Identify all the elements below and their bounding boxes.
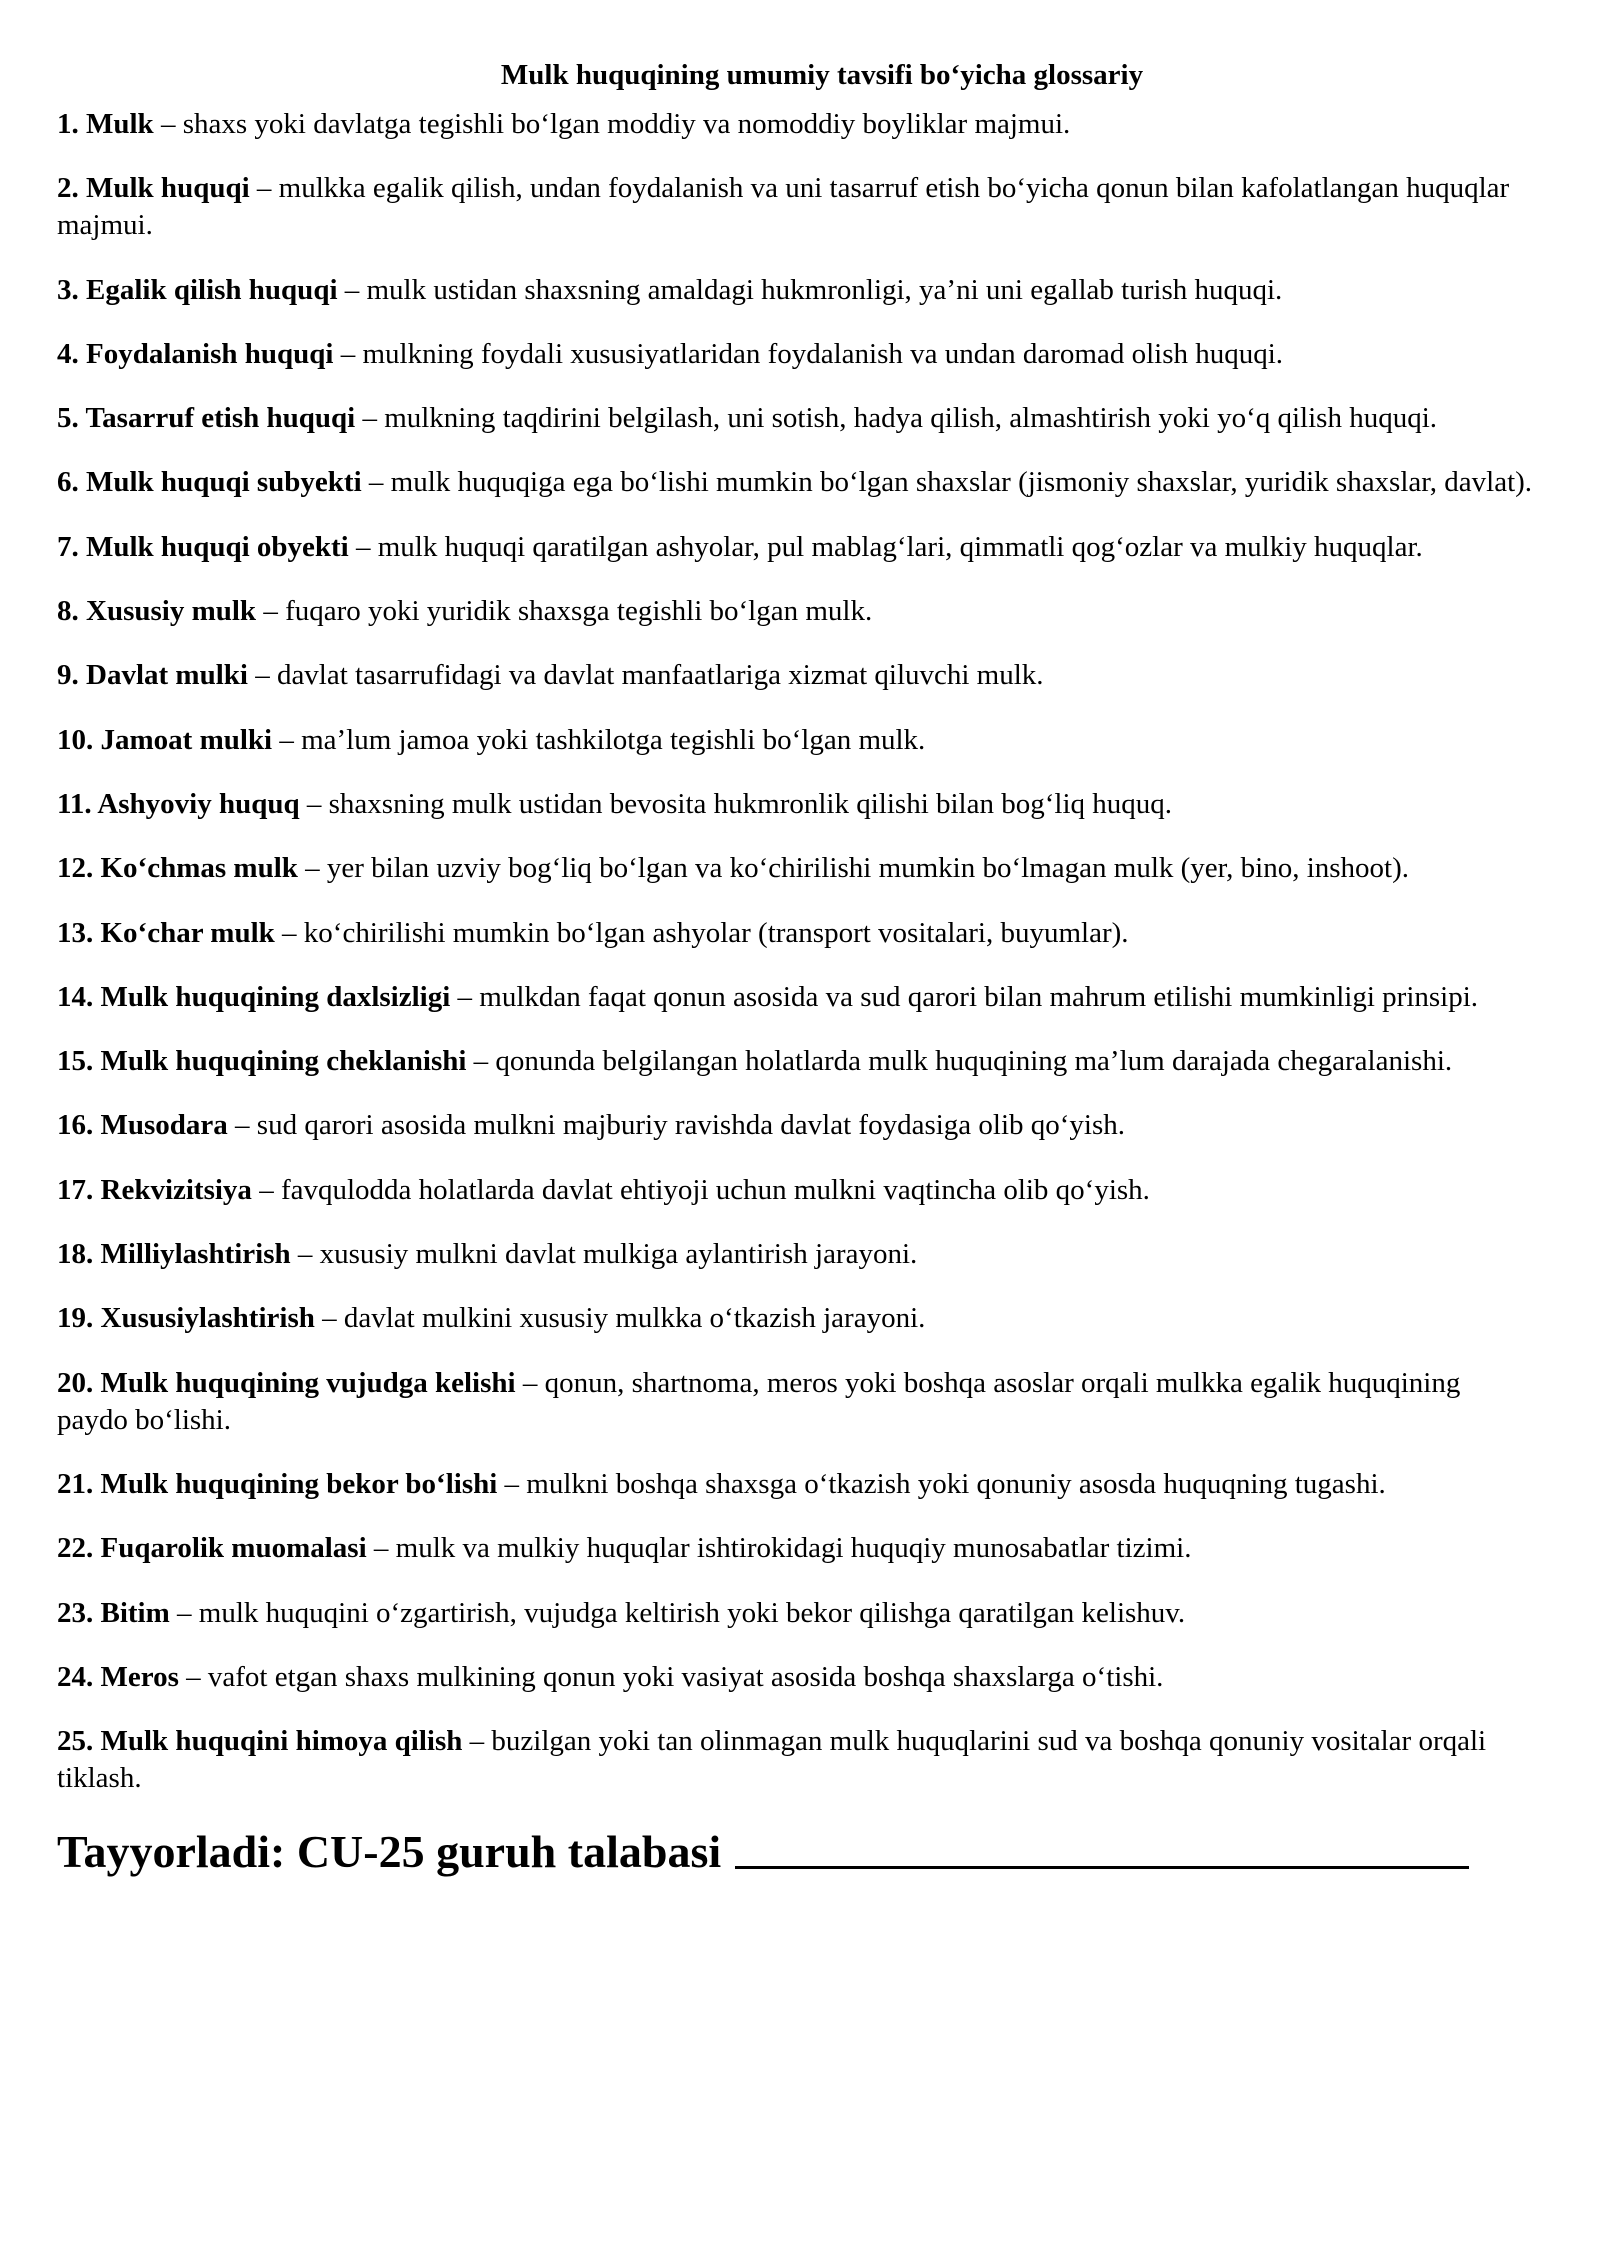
entry-term: [57, 981, 450, 1013]
entry-number: 3.: [57, 273, 79, 306]
entry-definition: davlat tasarrufidagi va davlat manfaatlariga xizmat qiluvchi mulk.: [276, 659, 1044, 692]
entry-definition: mulkdan faqat qonun asosida va sud qarori bilan mahrum etilishi mumkinligi prinsipi.: [479, 980, 1479, 1013]
glossary-entry: [57, 529, 1547, 566]
entry-number: 18.: [57, 1238, 94, 1271]
entry-term: [57, 108, 154, 140]
glossary-entry: [57, 1043, 1547, 1080]
glossary-entry: [57, 1659, 1547, 1696]
entry-term-text: Xususiy mulk: [86, 595, 257, 628]
glossary-entry: [57, 1365, 1547, 1439]
entry-term-text: Fuqarolik muomalasi: [100, 1532, 367, 1565]
entry-dash: –: [469, 1725, 485, 1758]
entry-dash: –: [177, 1596, 192, 1629]
glossary-list: [57, 106, 1547, 1797]
entry-term: [57, 172, 250, 204]
glossary-entry: [57, 336, 1547, 373]
entry-term-text: Ashyoviy huquq: [97, 787, 300, 820]
entry-dash: –: [522, 1366, 538, 1399]
entry-definition: mulkka egalik qilish, undan foydalanish va uni tasarruf etish bo‘yicha qonun bilan kafolatlangan huquqlar majmui.: [57, 172, 1510, 242]
entry-definition: davlat mulkini xususiy mulkka o‘tkazish jarayoni.: [343, 1302, 926, 1335]
entry-term: [57, 1597, 170, 1629]
entry-number: 6.: [57, 466, 79, 499]
entry-term-text: Musodara: [100, 1109, 228, 1142]
entry-term: [57, 1045, 466, 1077]
entry-number: 7.: [57, 530, 79, 563]
entry-definition: mulkning foydali xususiyatlaridan foydalanish va undan daromad olish huquqi.: [362, 337, 1284, 370]
glossary-entry: [57, 400, 1547, 437]
entry-term: [57, 788, 300, 820]
entry-definition: qonun, shartnoma, meros yoki boshqa asoslar orqali mulkka egalik huquqining paydo bo‘lishi.: [57, 1366, 1461, 1436]
entry-term-text: Egalik qilish huquqi: [86, 273, 338, 306]
entry-term: [57, 1532, 367, 1564]
glossary-entry: [57, 1236, 1547, 1273]
glossary-entry: [57, 593, 1547, 630]
entry-number: 5.: [57, 402, 79, 435]
entry-term: [57, 1238, 291, 1270]
document-title: Mulk huquqining umumiy tavsifi bo‘yicha glossariy: [500, 59, 1144, 91]
entry-dash: –: [504, 1467, 520, 1500]
entry-dash: –: [373, 1532, 389, 1565]
entry-term-text: Mulk huquqining bekor bo‘lishi: [100, 1467, 498, 1500]
entry-definition: buzilgan yoki tan olinmagan mulk huquqlarini sud va boshqa qonuniy vositalar orqali tiklash.: [57, 1725, 1487, 1795]
entry-definition: yer bilan uzviy bog‘liq bo‘lgan va ko‘chirilishi mumkin bo‘lmagan mulk (yer, bino, inshoot).: [326, 852, 1410, 885]
entry-term-text: Mulk huquqi: [86, 172, 250, 205]
entry-dash: –: [282, 916, 297, 949]
entry-definition: ma’lum jamoa yoki tashkilotga tegishli bo‘lgan mulk.: [301, 723, 926, 756]
entry-term-text: Mulk huquqini himoya qilish: [100, 1725, 463, 1758]
entry-number: 8.: [57, 595, 79, 628]
entry-dash: –: [259, 1173, 274, 1206]
entry-definition: fuqaro yoki yuridik shaxsga tegishli bo‘lgan mulk.: [285, 595, 873, 628]
entry-term: [57, 1725, 462, 1757]
entry-term-text: Mulk huquqining cheklanishi: [100, 1045, 467, 1078]
entry-dash: –: [235, 1109, 250, 1142]
entry-term: [57, 659, 248, 691]
entry-term: [57, 1109, 228, 1141]
glossary-entry: [57, 170, 1547, 244]
entry-term: [57, 531, 349, 563]
entry-term: [57, 917, 275, 949]
entry-definition: shaxsning mulk ustidan bevosita hukmronlik qilishi bilan bog‘liq huquq.: [328, 787, 1173, 820]
entry-term: [57, 1468, 497, 1500]
entry-definition: xususiy mulkni davlat mulkiga aylantirish jarayoni.: [319, 1238, 918, 1271]
entry-term-text: Jamoat mulki: [100, 723, 273, 756]
glossary-entry: [57, 1595, 1547, 1632]
entry-number: 2.: [57, 172, 79, 205]
entry-dash: –: [355, 530, 371, 563]
entry-term: [57, 1661, 179, 1693]
glossary-entry: [57, 722, 1547, 759]
entry-definition: mulk va mulkiy huquqlar ishtirokidagi huquqiy munosabatlar tizimi.: [395, 1532, 1192, 1565]
entry-term-text: Bitim: [100, 1596, 170, 1629]
entry-term: [57, 402, 355, 434]
entry-dash: –: [255, 659, 270, 692]
entry-definition: mulkning taqdirini belgilash, uni sotish, hadya qilish, almashtirish yoki yo‘q qilish huquqi.: [384, 402, 1437, 435]
entry-dash: –: [457, 980, 473, 1013]
entry-dash: –: [160, 108, 176, 140]
entry-term: [57, 338, 333, 370]
glossary-entry: [57, 979, 1547, 1016]
entry-number: 14.: [57, 980, 94, 1013]
entry-definition: mulk huquqiga ega bo‘lishi mumkin bo‘lgan shaxslar (jismoniy shaxslar, yuridik shaxslar, davlat).: [390, 466, 1533, 499]
glossary-entry: [57, 915, 1547, 952]
entry-number: 23.: [57, 1596, 94, 1629]
entry-term: [57, 1367, 516, 1399]
entry-term: [57, 1174, 252, 1206]
glossary-entry: [57, 464, 1547, 501]
entry-dash: –: [305, 852, 320, 885]
entry-dash: –: [263, 595, 278, 628]
entry-dash: –: [306, 787, 322, 820]
signature-blank: [735, 1826, 1469, 1869]
entry-definition: mulk ustidan shaxsning amaldagi hukmronligi, ya’ni uni egallab turish huquqi.: [366, 273, 1283, 306]
glossary-entry: [57, 1107, 1547, 1144]
signature-label: Tayyorladi: CU-25 guruh talabasi: [57, 1826, 722, 1878]
entry-term-text: Mulk: [86, 108, 154, 140]
glossary-entry: [57, 1172, 1547, 1209]
entry-term-text: Rekvizitsiya: [100, 1173, 252, 1206]
glossary-entry: [57, 657, 1547, 694]
entry-term-text: Mulk huquqi obyekti: [86, 530, 349, 563]
entry-number: 11.: [57, 787, 92, 820]
entry-definition: ko‘chirilishi mumkin bo‘lgan ashyolar (transport vositalari, buyumlar).: [303, 916, 1129, 949]
entry-definition: mulk huquqini o‘zgartirish, vujudga keltirish yoki bekor qilishga qaratilgan kelishuv.: [198, 1596, 1186, 1629]
entry-term-text: Davlat mulki: [86, 659, 248, 692]
glossary-entry: [57, 1530, 1547, 1567]
entry-number: 13.: [57, 916, 94, 949]
entry-dash: –: [297, 1238, 313, 1271]
entry-definition: sud qarori asosida mulkni majburiy ravishda davlat foydasiga olib qo‘yish.: [256, 1109, 1126, 1142]
entry-term: [57, 852, 298, 884]
entry-definition: vafot etgan shaxs mulkining qonun yoki vasiyat asosida boshqa shaxslarga o‘tishi.: [207, 1660, 1164, 1693]
entry-definition: shaxs yoki davlatga tegishli bo‘lgan moddiy va nomoddiy boyliklar majmui.: [182, 108, 1071, 140]
entry-number: 15.: [57, 1045, 94, 1078]
entry-number: 1.: [57, 108, 79, 140]
entry-number: 20.: [57, 1366, 94, 1399]
entry-number: 16.: [57, 1109, 94, 1142]
entry-term: [57, 1302, 315, 1334]
entry-dash: –: [362, 402, 377, 435]
entry-number: 22.: [57, 1532, 94, 1565]
glossary-entry: [57, 786, 1547, 823]
entry-definition: qonunda belgilangan holatlarda mulk huquqining ma’lum darajada chegaralanishi.: [495, 1045, 1453, 1078]
signature-line: [57, 1824, 1547, 1879]
entry-term: [57, 595, 256, 627]
entry-number: 17.: [57, 1173, 94, 1206]
entry-term-text: Mulk huquqining vujudga kelishi: [100, 1366, 516, 1399]
entry-definition: mulkni boshqa shaxsga o‘tkazish yoki qonuniy asosda huquqning tugashi.: [526, 1467, 1386, 1500]
entry-term: [57, 724, 272, 756]
entry-term-text: Tasarruf etish huquqi: [85, 402, 356, 435]
glossary-entry: [57, 272, 1547, 309]
document-page: [57, 56, 1547, 1879]
entry-definition: favqulodda holatlarda davlat ehtiyoji uchun mulkni vaqtincha olib qo‘yish.: [280, 1173, 1150, 1206]
entry-dash: –: [368, 466, 384, 499]
entry-term-text: Ko‘chmas mulk: [100, 852, 298, 885]
entry-term-text: Mulk huquqining daxlsizligi: [100, 980, 451, 1013]
entry-term-text: Ko‘char mulk: [100, 916, 275, 949]
entry-definition: mulk huquqi qaratilgan ashyolar, pul mablag‘lari, qimmatli qog‘ozlar va mulkiy huquqlar.: [377, 530, 1423, 563]
glossary-entry: [57, 1723, 1547, 1797]
entry-dash: –: [279, 723, 294, 756]
entry-number: 24.: [57, 1660, 94, 1693]
entry-dash: –: [473, 1045, 489, 1078]
glossary-entry: [57, 1466, 1547, 1503]
glossary-entry: [57, 850, 1547, 887]
entry-dash: –: [256, 172, 272, 205]
entry-dash: –: [344, 273, 360, 306]
entry-number: 10.: [57, 723, 94, 756]
entry-number: 9.: [57, 659, 79, 692]
entry-number: 21.: [57, 1467, 94, 1500]
entry-number: 19.: [57, 1302, 94, 1335]
entry-term-text: Xususiylashtirish: [100, 1302, 315, 1335]
entry-dash: –: [340, 337, 356, 370]
entry-term: [57, 274, 338, 306]
entry-term-text: Meros: [100, 1660, 179, 1693]
entry-term-text: Foydalanish huquqi: [86, 337, 334, 370]
glossary-entry: [57, 1300, 1547, 1337]
entry-number: 25.: [57, 1725, 94, 1758]
entry-number: 12.: [57, 852, 94, 885]
glossary-entry: [57, 106, 1547, 143]
entry-number: 4.: [57, 337, 79, 370]
entry-term: [57, 466, 362, 498]
entry-term-text: Milliylashtirish: [100, 1238, 291, 1271]
entry-dash: –: [186, 1660, 201, 1693]
entry-term-text: Mulk huquqi subyekti: [86, 466, 362, 499]
entry-dash: –: [322, 1302, 337, 1335]
